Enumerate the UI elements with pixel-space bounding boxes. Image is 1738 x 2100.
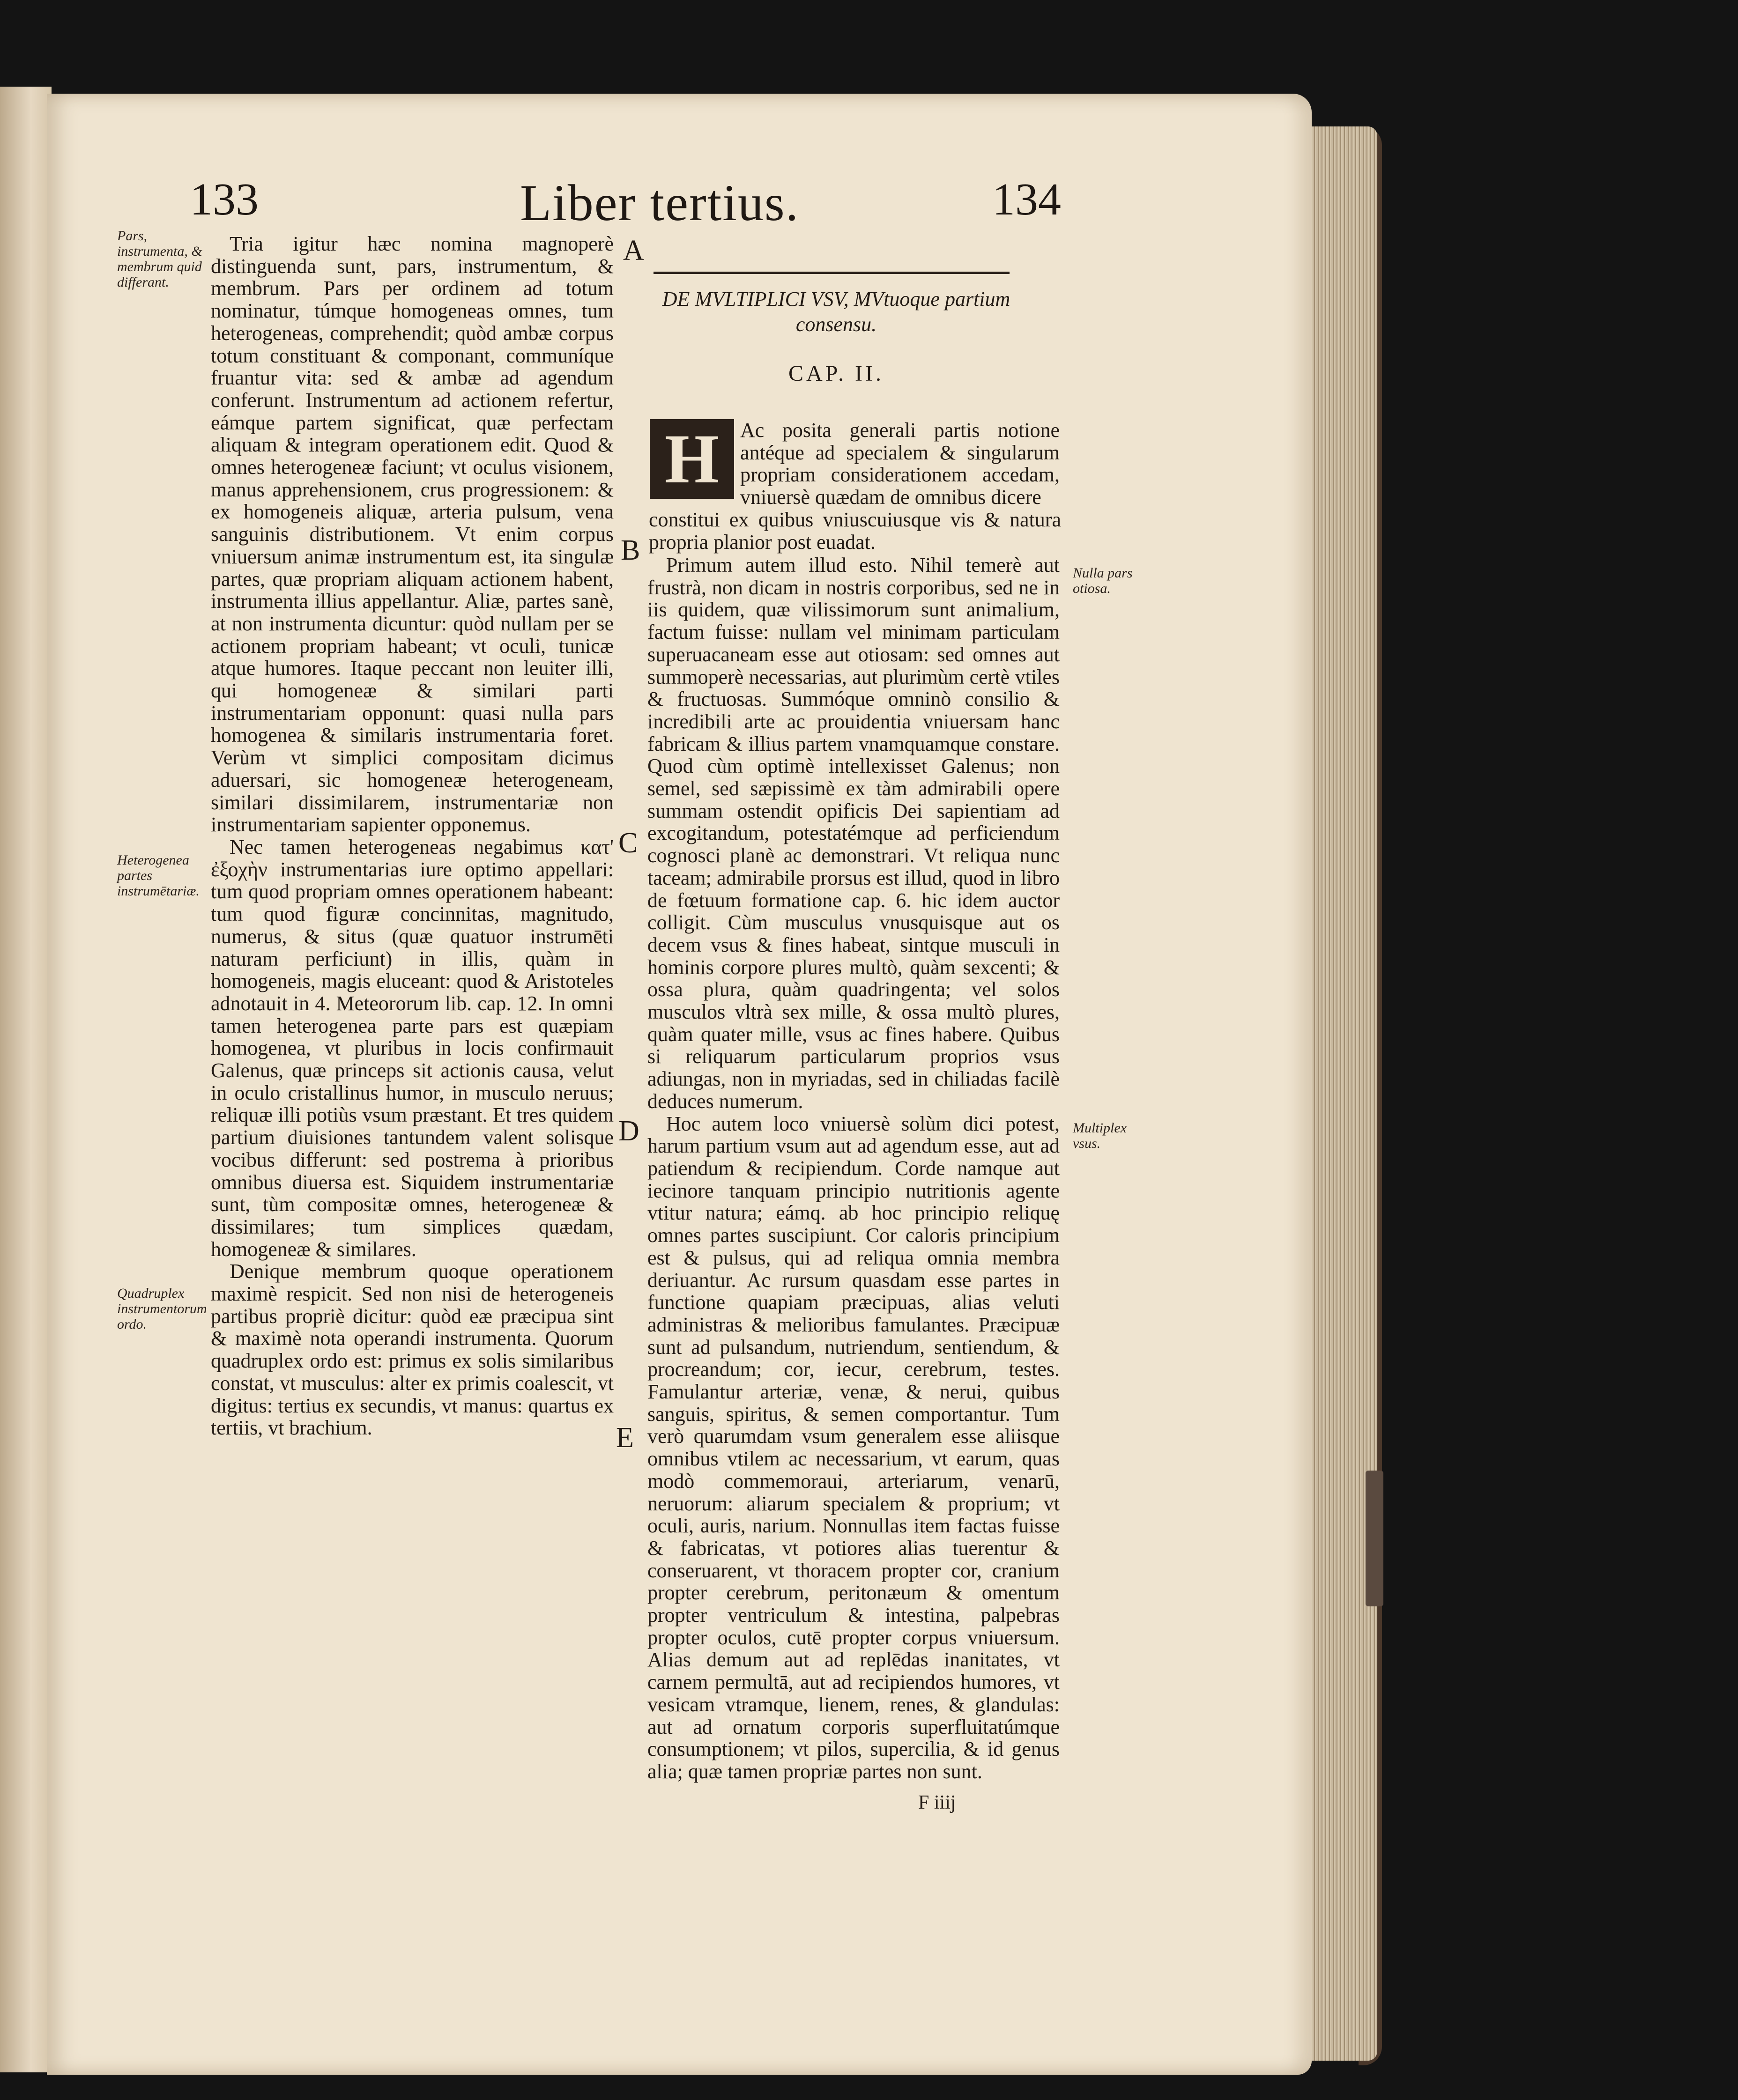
- chapter-intro: Ac posita generali partis notione antéque ad specialem & singularum propriam considerationem accedam, vniuersè quædam de omnibus dicere: [740, 419, 1060, 509]
- paragraph: Nec tamen heterogeneas negabimus κατ' ἐξοχὴν instrumentarias iure optimo appellari: tum quod propriam omnes operationem habeant: tum quod figuræ concinnitas, magnitudo, numerus, & situs (quæ quatuor instrumēti naturam perficiunt) in illis, quàm in homogeneis, magis eluceant: quod & Aristoteles adnotauit in 4. Meteororum lib. cap. 12. In omni tamen heterogenea parte pars est quæpiam homogenea, vt pluribus in locis confirmauit Galenus, quæ princeps sit actionis causa, velut in oculo cristallinus humor, in musculo neruus; reliquæ illi potiùs vsum præstant. Et tres quidem partium diuisiones tantundem valent solisque vocibus differunt: sed postrema à prioribus omnibus diuersa est. Siquidem instrumentariæ sunt, tùm compositæ omnes, heterogeneæ & dissimilares; tum simplices quædam, homogeneæ & similares.: [211, 835, 614, 1261]
- section-letter-e: E: [616, 1422, 634, 1454]
- chapter-title: DE MVLTIPLICI VSV, MVtuoque partium consensu.: [662, 288, 1010, 336]
- header-rule: [654, 272, 1010, 274]
- section-letter-c: C: [618, 827, 638, 859]
- margin-note-pars: Pars, instrumenta, & membrum quid differant.: [117, 228, 202, 290]
- margin-note-heterogenea: Heterogenea partes instrumētariæ.: [117, 852, 200, 899]
- right-column-text: [647, 554, 1060, 1783]
- paragraph: Tria igitur hæc nomina magnoperè distinguenda sunt, pars, instrumentum, & membrum. Pars per ordinem ad totum nominatur, túmque homogeneas omnes, tum heterogeneas, comprehendit; quòd ambæ corpus totum constituant & componant, communíque fruantur vita: sed & ambæ ad agendum conferunt. Instrumentum ad actionem refertur, eámque partem significat, quæ perfectam aliquam & integram operationem edit. Quod & omnes heterogeneæ faciunt; vt oculus visionem, manus apprehensionem, crus progressionem: & ex homogeneis aliquæ, arteria pulsum, vena sanguinis distributionem. Vt enim corpus vniuersum animæ instrumentum est, ita singulæ partes, quæ propriam aliquam actionem habent, instrumenta illius appellantur. Aliæ, partes sanè, at non instrumenta dicuntur: quòd nullam per se actionem propriam habeant; vt oculi, tunicæ atque humores. Itaque peccant non leuiter illi, qui homogeneæ & similari parti instrumentariam opponunt: quasi nulla pars homogenea & similaris instrumentaria foret. Verùm vt simplici compositam dicimus aduersari, sic homogeneæ heterogeneam, similari dissimilarem, instrumentariæ non instrumentariam sapienter opponemus.: [211, 232, 614, 836]
- running-title: Liber tertius.: [520, 174, 800, 231]
- margin-note-nulla-pars: Nulla pars otiosa.: [1073, 565, 1133, 596]
- left-column-text: [211, 233, 614, 1439]
- folio-right: 134: [992, 174, 1061, 225]
- paragraph: Hoc autem loco vniuersè solùm dici potest, harum partium vsum aut ad agendum esse, aut ad patiendum & recipiendum. Corde namque aut iecinore tanquam principio nutritionis agente vtitur natura; eámq. ab hoc principio reliquę omnes partes suscipiunt. Cor caloris principium est & pulsus, qui ad reliqua omnia membra deriuantur. Ac rursum quasdam esse partes in functione quapiam præcipuas, alias veluti administras & melioribus famulantes. Præcipuæ sunt ad pulsandum, nutriendum, sentiendum, & procreandum; cor, iecur, cerebrum, testes. Famulantur arteriæ, venæ, & nerui, quibus sanguis, spiritus, & semen comportantur. Tum verò quarumdam vsum generalem esse aliisque omnibus vtilem ac necessarium, vt earum, quas modò commemoraui, arteriarum, venarū, neruorum: aliarum specialem & proprium; vt oculi, auris, narium. Nonnullas item factas fuisse & fabricatas, vt potiores alias tuerentur & conseruarent, vt thoracem propter cor, cranium propter cerebrum, peritonæum & omentum propter ventriculum & intestina, palpebras propter oculos, cutē propter corpus vniuersum. Alias demum aut ad replēdas inanitates, vt carnem permultā, aut ad recipiendos humores, vt vesicam vtramque, lienem, renes, & glandulas: aut ad ornatum corporis superfluitatúmque consumptionem; vt pilos, supercilia, & id genus alia; quæ tamen propriæ partes non sunt.: [647, 1112, 1060, 1783]
- decorated-initial-letter: H: [664, 420, 720, 498]
- section-letter-d: D: [618, 1115, 639, 1147]
- chapter-intro-tail: constitui ex quibus vniuscuiusque vis & natura propria planior post euadat.: [649, 508, 1061, 554]
- margin-note-multiplex: Multiplex vsus.: [1073, 1120, 1127, 1151]
- paragraph: Primum autem illud esto. Nihil temerè aut frustrà, non dicam in nostris corporibus, sed ne in iis quidem, quæ vilissimorum sunt animalium, factum fuisse: nullam vel minimam particulam superuacaneam esse aut otiosam: sed omnes aut summoperè necessarias, aut plurimùm certè vtiles & fructuosas. Summóque omninò consilio & incredibili arte ac prouidentia vniuersam hanc fabricam & illius partem vnamquamque constare. Quod cùm optimè intellexisset Galenus; non semel, sed sæpissimè ex tàm admirabili opere summam ostendit opificis Dei sapientiam ad excogitandum, potestatémque ad perficiendum cognosci planè ac demonstrari. Vt reliqua nunc taceam; admirabile prorsus est illud, quod in libro de fœtuum formatione cap. 6. hic idem auctor colligit. Cùm musculus vnusquisque aut os decem vsus & fines habeat, sintque musculi in hominis corpore plures multò, quàm sexcenti; & ossa plura, quàm quadringenta; vel solos musculos vltrà sex mille, & ossa multò plures, quàm quater mille, vsus ac fines habere. Quibus si reliquarum particularum proprios vsus adiungas, non in myriadas, sed in chiliadas facilè deduces numerum.: [647, 554, 1060, 1113]
- section-letter-a: A: [623, 235, 644, 266]
- folio-left: 133: [190, 174, 259, 225]
- facing-page-edge: [0, 87, 52, 2072]
- section-letter-b: B: [621, 534, 640, 566]
- margin-note-quadruplex: Quadruplex instrumentorum ordo.: [117, 1286, 207, 1332]
- paragraph: Denique membrum quoque operationem maximè respicit. Sed non nisi de heterogeneis partibus propriè dicitur: quòd eæ præcipua sint & maximè nota operandi instrumenta. Quorum quadruplex ordo est: primus ex solis similaribus constat, vt musculus: alter ex primis coalescit, vt digitus: tertius ex secundis, vt manus: quartus ex tertiis, vt brachium.: [211, 1260, 614, 1440]
- signature-mark: F iiij: [918, 1792, 956, 1813]
- chapter-number: CAP. II.: [788, 361, 884, 386]
- page-tab-marker: [1366, 1471, 1383, 1606]
